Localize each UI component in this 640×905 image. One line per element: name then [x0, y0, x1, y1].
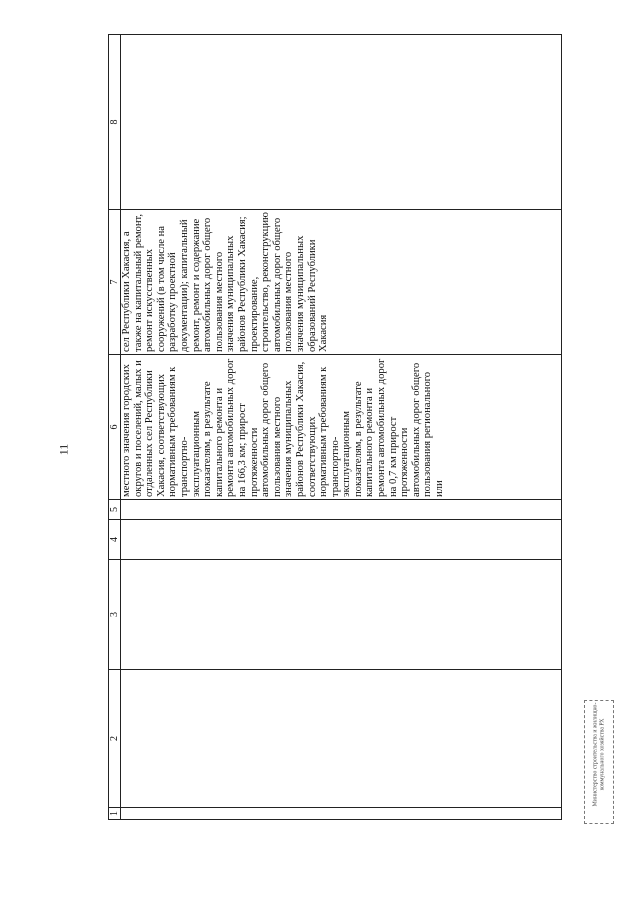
ministry-stamp	[584, 700, 614, 824]
cell-col-6-result-indicators: местного значения городских округов и поселений, малых и отдаленных сел Республики Хакасия, соответствующих нормативным требованиям к транспортно-эксплуатационным показателям, в результате капитального ремонта и ремонта автомобильных дорог на 166,3 км; прирост протяженности автомобильных дорог общего пользования местного значения муниципальных районов Республики Хакасия, соответствующих нормативным требованиям к транспортно-эксплуатационным показателям, в результате капитального ремонта и ремонта автомобильных дорог на 0,7 км прирост протяженности автомобильных дорог общего пользования регионального или	[121, 355, 562, 500]
col-header-4: 4	[109, 520, 121, 560]
cell-col-1	[121, 808, 562, 820]
cell-col-4	[121, 520, 562, 560]
header-row	[109, 35, 121, 820]
page-number: 11	[56, 443, 71, 456]
col-header-3: 3	[109, 560, 121, 670]
cell-col-2	[121, 670, 562, 808]
col-header-2: 2	[109, 670, 121, 808]
cell-col-7-activities: сел Республики Хакасия, а также на капитальный ремонт, ремонт искусственных сооружений (в том числе на разработку проектной документации); капитальный ремонт, ремонт и содержание автомобильных дорог общего пользования местного значения муниципальных районов Республики Хакасия; проектирование, строительство, реконструкцию автомобильных дорог общего пользования местного значения муниципальных образований Республики Хакасия	[121, 210, 562, 355]
cell-col-5	[121, 500, 562, 520]
col-header-7: 7	[109, 210, 121, 355]
col-header-1: 1	[109, 808, 121, 820]
col-header-5: 5	[109, 500, 121, 520]
cell-col-8	[121, 35, 562, 210]
program-table	[108, 34, 562, 820]
stamp-text: Министерство строительства и жилищно-коммунального хозяйства РХ	[592, 702, 605, 807]
table-row	[121, 35, 562, 820]
col-header-8: 8	[109, 35, 121, 210]
col-header-6: 6	[109, 355, 121, 500]
cell-col-3	[121, 560, 562, 670]
rotated-table-wrapper	[108, 35, 564, 820]
